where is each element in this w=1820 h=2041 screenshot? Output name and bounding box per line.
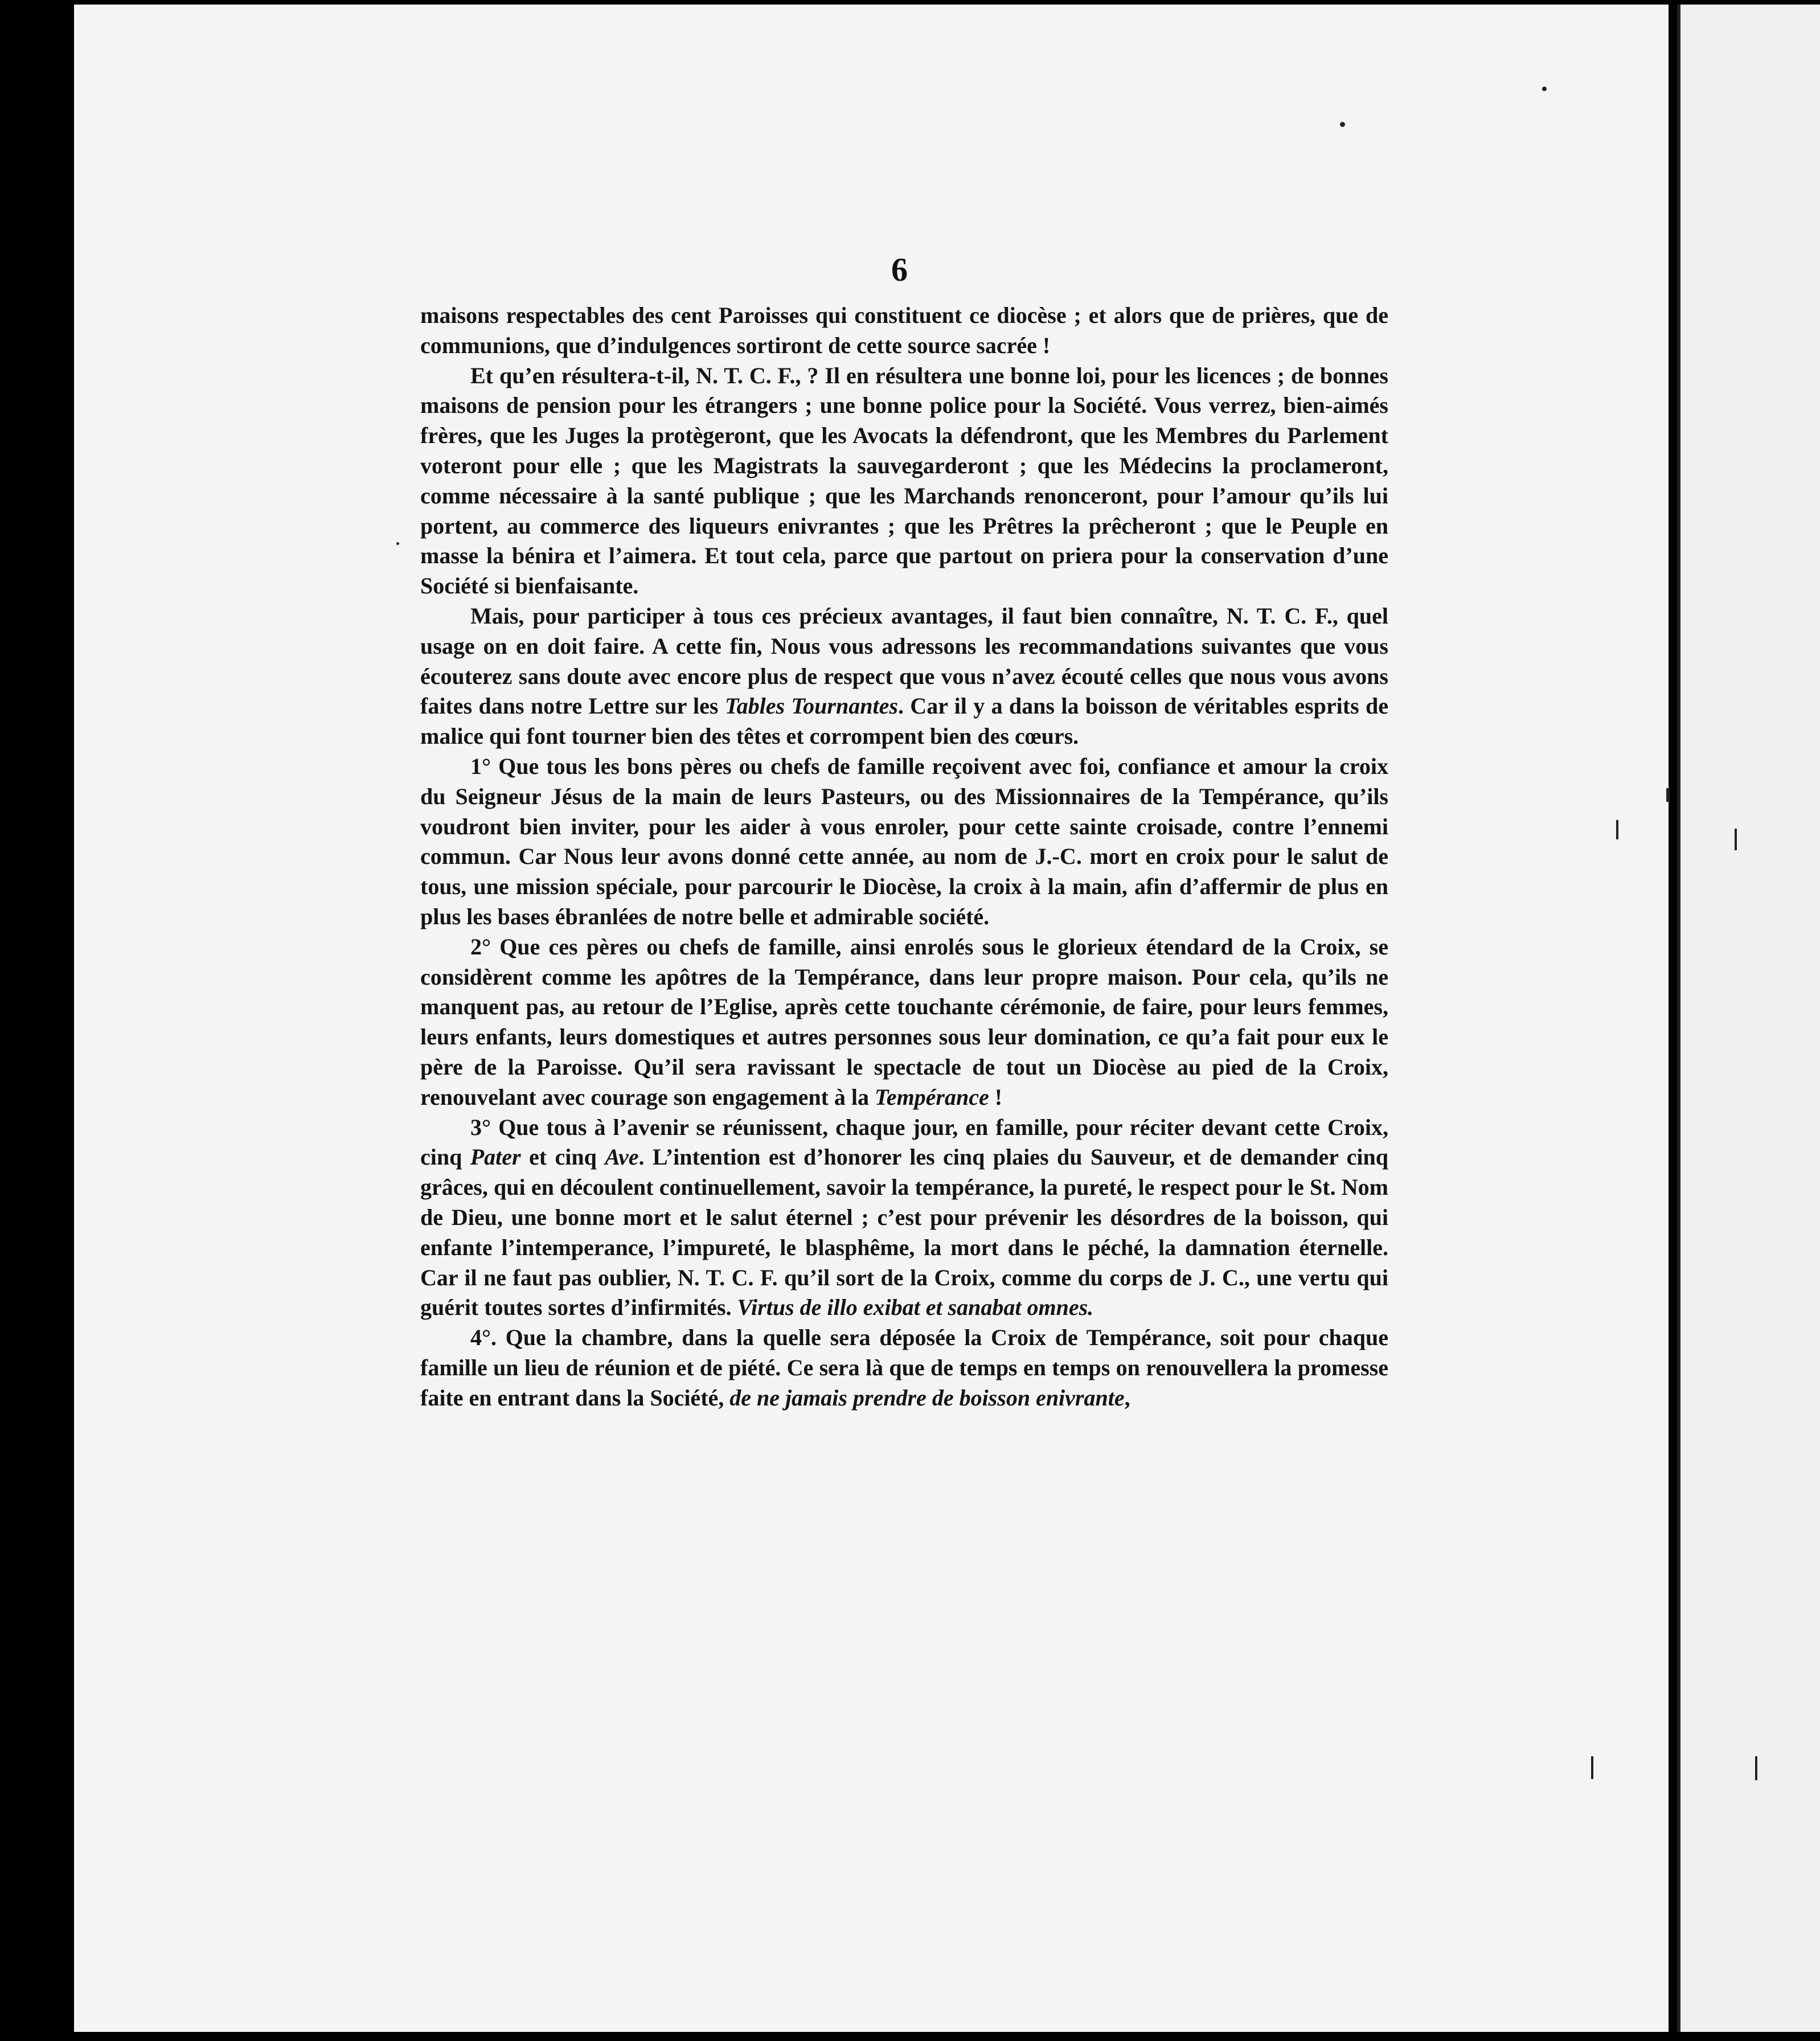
text-run: et cinq <box>520 1144 605 1170</box>
italic-text-run: de ne jamais prendre de boisson enivrante <box>729 1384 1125 1411</box>
text-run: 1° Que tous les bons pères ou chefs de famille reçoivent avec foi, confiance et amour la croix du Seigneur Jésus de la main de leurs Pasteurs, ou des Missionnaires de la Tempérance, qu’ils voudront bien inviter, pour les aider à vous enroler, pour cette sainte croisade, contre l’ennemi commun. Car Nous leur avons donné cette année, au nom de J.-C. mort en croix pour le salut de tous, une mission spéciale, pour parcourir le Diocèse, la croix à la main, afin d’affermir de plus en plus les bases ébranlées de notre belle et admirable société. <box>420 753 1388 929</box>
text-run: 4°. Que la chambre, dans la quelle sera déposée la Croix de Tempérance, soit pour chaque famille un lieu de réunion et de piété. Ce sera là que de temps en temps on renouvellera la promesse faite en entrant dans la Société, <box>420 1325 1388 1411</box>
scan-speck <box>1735 829 1737 850</box>
italic-text-run: Virtus de illo exibat et sanabat omnes. <box>737 1294 1094 1321</box>
text-run: 2° Que ces pères ou chefs de famille, ainsi enrolés sous le glorieux étendard de la Croix, se considèrent comme les apôtres de la Tempérance, dans leur propre maison. Pour cela, qu’ils ne manquent pas, au retour de l’Eglise, après cette touchante cérémonie, de faire, pour leurs femmes, leurs enfants, leurs domestiques et autres personnes sous leur domination, ce qu’a fait pour eux le père de la Paroisse. Qu’il sera ravissant le spectacle de tout un Diocèse au pied de la Croix, renouvelant avec courage son engagement à la <box>420 933 1388 1110</box>
italic-text-run: Pater <box>470 1144 521 1170</box>
text-run: , <box>1124 1384 1130 1411</box>
paragraph-0 <box>420 301 1388 361</box>
scan-speck <box>1591 1756 1593 1779</box>
text-run: ! <box>989 1084 1003 1110</box>
text-run: . L’intention est d’honorer les cinq plaies du Sauveur, et de demander cinq grâces, qui en découlent continuellement, savoir la tempérance, la pureté, le respect pour le St. Nom de Dieu, une bonne mort et le salut éternel ; c’est pour prévenir les désordres de la boisson, qui enfante l’intemperance, l’impureté, le blasphême, la mort dans le péché, la damnation éternelle. Car il ne faut pas oublier, N. T. C. F. qu’il sort de la Croix, comme du corps de J. C., une vertu qui guérit toutes sortes d’infirmités. <box>420 1144 1389 1321</box>
text-run: maisons respectables des cent Paroisses qui constituent ce diocèse ; et alors que de prières, que de communions, que d’indulgences sortiront de cette source sacrée ! <box>420 302 1388 358</box>
italic-text-run: Tables Tournantes <box>724 693 898 719</box>
body-text <box>420 301 1388 1413</box>
paragraph-4 <box>420 932 1388 1113</box>
italic-text-run: Tempérance <box>875 1084 989 1110</box>
scan-speck <box>1542 87 1547 91</box>
text-run: 3° Que tous à l’avenir se réunissent, chaque jour, en famille, pour réciter devant cette Croix, cinq <box>420 1114 1388 1170</box>
paragraph-1 <box>420 361 1388 601</box>
paragraph-3 <box>420 752 1388 932</box>
paragraph-6 <box>420 1323 1388 1413</box>
paragraph-2 <box>420 601 1388 752</box>
scan-speck <box>1340 122 1345 127</box>
scan-speck <box>1666 788 1670 802</box>
page-number: 6 <box>891 251 908 288</box>
text-run: Mais, pour participer à tous ces précieux avantages, il faut bien connaître, N. T. C. F., quel usage on en doit faire. A cette fin, Nous vous adressons les recommandations suivantes que vous écouterez sans doute avec encore plus de respect que vous n’avez écouté celles que nous vous avons faites dans notre Lettre sur les <box>420 603 1388 719</box>
text-run: Et qu’en résultera-t-il, N. T. C. F., ? Il en résultera une bonne loi, pour les licences ; de bonnes maisons de pension pour les étrangers ; une bonne police pour la Société. Vous verrez, bien-aimés frères, que les Juges la protègeront, que les Avocats la défendront, que les Membres du Parlement voteront pour elle ; que les Magistrats la sauvegarderont ; que les Médecins la proclameront, comme nécessaire à la santé publique ; que les Marchands renonceront, pour l’amour qu’ils lui portent, au commerce des liqueurs enivrantes ; que les Prêtres la prêcheront ; que le Peuple en masse la bénira et l’aimera. Et tout cela, parce que partout on priera pour la conservation d’une Société si bienfaisante. <box>420 362 1388 599</box>
facing-page-edge <box>1677 5 1820 2032</box>
paragraph-5 <box>420 1113 1388 1323</box>
text-run: . Car il y a dans la boisson de véritables esprits de malice qui font tourner bien des têtes et corrompent bien des cœurs. <box>420 693 1389 749</box>
scan-speck <box>1755 1756 1757 1780</box>
scan-speck <box>1616 820 1618 839</box>
scan-speck <box>396 542 399 545</box>
italic-text-run: Ave <box>605 1144 639 1170</box>
